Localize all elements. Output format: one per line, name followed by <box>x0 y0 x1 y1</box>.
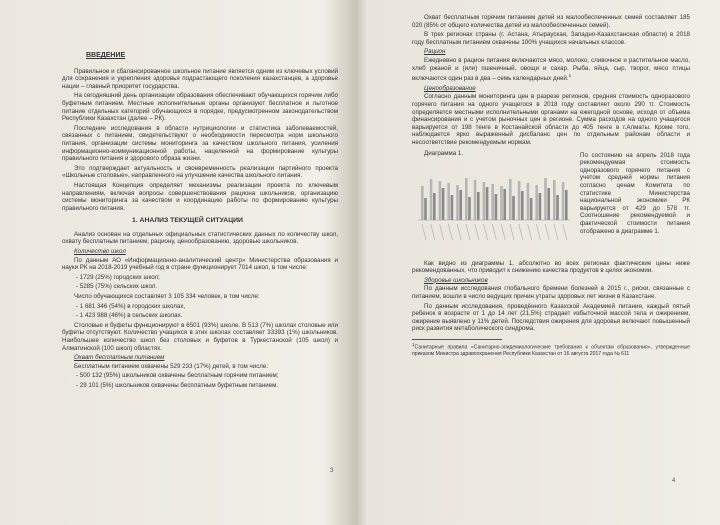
students-text: Число обучающихся составляет 3 105 334 человек, в том числе: <box>74 293 260 301</box>
diagram-tick-label <box>484 224 488 240</box>
diagram-tick-label <box>431 224 435 240</box>
list-item: - 500 132 (95%) школьников охвачены бесплатным горячим питанием; <box>76 372 279 380</box>
diagram-bar <box>451 195 454 220</box>
diagram-tick-label <box>563 224 567 240</box>
list-item: - 29 101 (5%) школьников охвачены бесплатным буфетным питанием. <box>76 381 279 389</box>
diagram-bar <box>562 182 565 220</box>
diagram-bars <box>421 178 568 240</box>
right-column <box>412 14 690 359</box>
diagram-bar <box>439 181 442 220</box>
diagram-bar <box>553 180 556 220</box>
diagram-bar <box>535 185 538 220</box>
diagram-tick-label <box>501 224 505 240</box>
footnote-divider <box>412 339 502 340</box>
intro-paragraph: Правильное и сбалансированное школьное питание является одним из ключевых условий для сохранения и укрепления здоровья подрастающего поколения казахстанцев, а здоровье нации – главный приоритет государства. <box>62 67 338 90</box>
footnote-mark: 1 <box>568 73 572 79</box>
diagram-bar <box>474 180 477 220</box>
diagram-tick-label <box>510 224 514 240</box>
list-item: - 1 423 988 (46%) в сельских школах. <box>76 312 183 320</box>
page-right <box>362 0 720 525</box>
diagram-tick-label <box>448 224 452 240</box>
diagram-bar <box>421 186 424 220</box>
schools-heading: Количество школ <box>74 248 126 256</box>
diagram-bar <box>500 186 503 220</box>
list-item: - 1 681 346 (54%) в городских школах, <box>76 302 186 310</box>
intro-paragraph: Это подтверждает актуальность и своевременность реализации партийного проекта «Школьные столовые», направленного на улучшение качества школьного питания. <box>62 164 338 180</box>
diagram-bar <box>518 181 521 220</box>
diagram-tick-label <box>475 224 479 240</box>
diagram-bar <box>447 183 450 220</box>
analysis-paragraph: Анализ основан на отдельных официальных статистических данных по количеству школ, охвату бесплатным питанием, рациону, ценообразованию, здоровью школьников. <box>62 230 338 246</box>
intro-paragraph: На сегодняшний день организации образования обеспечивают обучающихся горячим либо буфетным питанием. Местные исполнительные органы организуют бесплатное и льготное питание отдельных категорий обучающихся в порядке, предусмотренном законодательством Республики Казахстан (далее – РК). <box>62 92 338 123</box>
diagram-bar <box>424 198 427 220</box>
diagram-bar <box>459 190 462 220</box>
page-number: 3 <box>330 468 334 474</box>
diagram-tick-label <box>519 224 523 240</box>
diagram-tick-label <box>492 224 496 240</box>
diagram-bar <box>503 189 506 220</box>
diagram-tick-label <box>440 224 444 240</box>
section-title: 1. АНАЛИЗ ТЕКУЩЕЙ СИТУАЦИИ <box>132 217 243 225</box>
diagram-bar <box>565 190 568 220</box>
coverage-text: Бесплатным питанием охвачены 529 233 (17%) детей, в том числе: <box>74 362 269 370</box>
diagram-bar <box>527 183 530 220</box>
diagram-tick-label <box>536 224 540 240</box>
intro-paragraph: Последние исследования в области нутрициологии и статистика заболеваемостей, связанных с питанием, свидетельствуют о необходимости пересмотра норм школьного питания, организации системы мониторинга за качеством школьного питания, усиления информационно-коммуникационной работы, нацеленной на формирование культуры правильного питания и здорового образа жизни. <box>62 124 338 163</box>
ration-heading: Рацион <box>424 48 446 56</box>
diagram-bar <box>456 185 459 220</box>
diagram-bar <box>509 179 512 220</box>
diagram-tick-label <box>528 224 532 240</box>
footnote-mark: 1 <box>412 341 415 347</box>
diagram-tick-label <box>554 224 558 240</box>
diagram-bar <box>512 196 515 220</box>
diagram-bar <box>521 191 524 220</box>
diagram-bar <box>491 184 494 220</box>
health-paragraph: По данным исследования глобального бремени болезней в 2015 г., риски, связанные с питанием, вошли в число ведущих причин утраты здоровых лет жизни в Казахстане. <box>412 285 690 300</box>
intro-paragraph: Настоящая Концепция определяет механизмы реализации проекта по ключевым направлениям, включая вопросы совершенствования рациона школьников, организацию системы мониторинга за качеством и координацию работы по формированию культуры правильного питания. <box>62 181 338 212</box>
ration-text: Ежедневно в рацион питания включаются мясо, молоко, сливочное и растительное масло, хлеб ржаной и (или) пшеничный, овощи и сахар. Рыба, яйца, сыр, творог, мясо птицы включаются один раз в два – семь календарных дней.$^1$ <box>412 56 690 83</box>
diagram-bar <box>433 193 436 220</box>
diagram-block <box>412 150 690 258</box>
page-left <box>0 0 358 525</box>
health-paragraph: По данным исследования, проведённого Казахской Академией питания, каждый пятый ребенок в возрасте от 1 до 14 лет (21,5%) страдает избыточной массой тела и ожирением, ожирение выявлено у 11% детей. Последствия ожирения для здоровья включают повышенный риск развития метаболического синдрома, <box>412 302 690 333</box>
diagram-bar <box>556 195 559 220</box>
intro-title: ВВЕДЕНИЕ <box>86 52 126 59</box>
diagram-bar <box>468 197 471 220</box>
diagram-bar <box>544 178 547 220</box>
diagram-bar <box>486 187 489 220</box>
coverage-paragraph: В трех регионах страны (г. Астана, Атырауская, Западно-Казахстанская области) в 2018 году бесплатным питанием охвачены 100% учащихся начальных классов. <box>412 31 690 46</box>
footnote: 1Санитарные правила «Санитарно-эпидемиологические требования к объектам образования», утвержденные приказом Министра здравоохранения Республики Казахстан от 16 августа 2017 года № 611 <box>412 341 690 357</box>
list-item: - 1729 (25%) городских школ; <box>76 273 160 281</box>
diagram-chart <box>412 158 574 254</box>
diagram-tick-label <box>545 224 549 240</box>
diagram-text: По состоянию на апрель 2018 года рекомендуемая стоимость одноразового горячего питания с учетом средней нормы питания согласно ценам Комитета по статистике Министерства национальной экономики РК варьируется от 429 до 578 тг. Соотношение рекомендуемой и фактической стоимости питания отображено в диаграмме 1. <box>580 151 690 235</box>
pricing-text: Согласно данным мониторинга цен в разрезе регионов, средняя стоимость одноразового горячего питания на одного учащегося в 2018 году составляет около 290 тг. Стоимость определяется местными исполнительными органами на ежегодной основе, исходя от объема финансирования и с учетом рыночных цен в регионе. Сумма расходов на одного учащегося варьируется от 198 тенге в Костанайской области до 405 тенге в г.Алматы. Кроме того, наблюдается ярко выраженный дисбаланс цен по отдельным районам области и несоответствие рекомендуемым нормам. <box>412 93 690 146</box>
diagram-bar <box>477 192 480 220</box>
diagram-conclusion: Как видно из диаграммы 1, абсолютно во всех регионах фактические цены ниже рекомендованных, что приводит к снижению качества продуктов в целях экономии. <box>412 259 690 275</box>
diagram-bar <box>495 194 498 220</box>
diagram-bar <box>530 198 533 220</box>
diagram-tick-label <box>422 224 426 240</box>
left-column <box>62 22 338 392</box>
diagram-tick-label <box>466 224 470 240</box>
diagram-bar <box>483 182 486 220</box>
diagram-tick-label <box>457 224 461 240</box>
coverage-paragraph: Охват бесплатным горячим питанием детей из малообеспеченных семей составляет 185 020 (85% от общего количества детей из малообеспеченных семей). <box>412 14 690 29</box>
diagram-bar <box>465 178 468 220</box>
schools-text: По данным АО «Информационно-аналитический центр» Министерства образования и науки РК на 2018-2019 учебный год в стране функционирует 7014 школ, в том числе: <box>62 256 338 272</box>
coverage-heading: Охват бесплатным питанием <box>74 354 165 362</box>
diagram-title: Диаграмма 1. <box>424 149 464 157</box>
page-number: 4 <box>672 478 676 484</box>
list-item: - 5285 (75%) сельских школ. <box>76 283 158 291</box>
pricing-heading: Ценообразование <box>424 84 476 92</box>
health-heading: Здоровье школьников <box>424 276 488 284</box>
diagram-bar <box>547 188 550 220</box>
diagram-bar <box>539 193 542 220</box>
canteens-text: Столовые и буфеты функционируют в 6501 (93%) школе. В 513 (7%) школах столовые или буфеты отсутствуют. Количество учащихся в этих школах составляет 33393 (1%) школьников. Наибольшее количество школ без столовых и буфетов в Туркестанской (105 школ) и Алматинской (100 школ) областях. <box>62 321 338 352</box>
diagram-bar <box>442 188 445 220</box>
diagram-bar <box>430 179 433 220</box>
